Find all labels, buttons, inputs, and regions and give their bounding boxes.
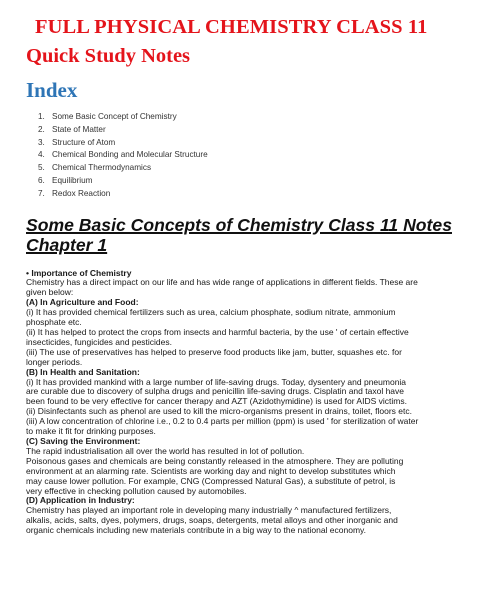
- body-text: (iii) A low concentration of chlorine i.e., 0.2 to 0.4 parts per million (ppm) is used ' for sterilization of water: [26, 416, 419, 427]
- body-text: Poisonous gases and chemicals are being constantly released in the atmosphere. They are polluting: [26, 455, 404, 466]
- index-item[interactable]: [38, 111, 486, 124]
- document-title: FULL PHYSICAL CHEMISTRY CLASS 11: [35, 16, 428, 38]
- body-text: phosphate etc.: [26, 317, 82, 328]
- index-item-number: 2.: [38, 124, 45, 134]
- index-item[interactable]: [38, 137, 486, 150]
- body-text: environment at an alarming rate. Scientists are working day and night to develop substitutes which: [26, 465, 396, 476]
- index-item[interactable]: [38, 124, 486, 137]
- section-a-heading: (A) In Agriculture and Food:: [26, 297, 139, 308]
- body-text: alkalis, acids, salts, dyes, polymers, drugs, soaps, detergents, metal alloys and other inorganic and: [26, 515, 398, 526]
- section-c-heading: (C) Saving the Environment:: [26, 435, 141, 446]
- index-item-label: Redox Reaction: [52, 188, 111, 198]
- chapter-heading-line2: Chapter 1: [26, 234, 108, 255]
- body-text: been found to be very effective for cancer therapy and AZT (Azidothymidine) is used for AIDS victims.: [26, 396, 407, 407]
- body-text: (ii) It has helped to protect the crops from insects and harmful bacteria, by the use ' of certain effective: [26, 327, 409, 338]
- body-text: Chemistry has played an important role in developing many industrially ^ manufactured fertilizers,: [26, 505, 392, 516]
- index-item-number: 7.: [38, 188, 45, 198]
- body-text: to make it fit for drinking purposes.: [26, 426, 156, 437]
- index-item-label: Equilibrium: [52, 175, 93, 185]
- body-text: organic chemicals including new materials contribute in a big way to the national economy.: [26, 525, 367, 536]
- index-item[interactable]: [38, 149, 486, 162]
- index-heading: Index: [26, 78, 78, 102]
- index-item-number: 6.: [38, 175, 45, 185]
- body-text: (ii) Disinfectants such as phenol are used to kill the micro-organisms present in drains, toilet, floors etc.: [26, 406, 412, 417]
- document-subtitle: Quick Study Notes: [26, 45, 191, 67]
- index-item-label: Chemical Thermodynamics: [52, 163, 152, 173]
- index-item-label: Structure of Atom: [52, 137, 116, 147]
- section-d-heading: (D) Application in Industry:: [26, 495, 135, 506]
- index-item[interactable]: [38, 188, 486, 201]
- body-text: given below:: [26, 287, 74, 298]
- section-b-heading: (B) In Health and Sanitation:: [26, 366, 140, 377]
- body-text: may cause lower pollution. For example, CNG (Compressed Natural Gas), a substitute of petrol, is: [26, 475, 396, 486]
- index-item-number: 4.: [38, 150, 45, 160]
- body-text: very effective in checking pollution caused by automobiles.: [26, 485, 247, 496]
- index-item-number: 3.: [38, 137, 45, 147]
- body-text: insecticides, fungicides and pesticides.: [26, 336, 172, 347]
- index-item-label: Some Basic Concept of Chemistry: [52, 112, 177, 121]
- body-text: (i) It has provided chemical fertilizers such as urea, calcium phosphate, sodium nitrate, ammonium: [26, 307, 396, 318]
- body-text: (i) It has provided mankind with a large number of life-saving drugs. Today, dysentery and pneumonia: [26, 376, 407, 387]
- index-item-number: 1.: [38, 112, 45, 121]
- chapter-body: [26, 269, 486, 536]
- chapter-heading-line1: Some Basic Concepts of Chemistry Class 11 Notes: [26, 214, 452, 235]
- importance-heading: • Importance of Chemistry: [26, 267, 132, 278]
- index-item[interactable]: [38, 175, 486, 188]
- index-list: [38, 111, 486, 201]
- index-item-number: 5.: [38, 163, 45, 173]
- body-text: (iii) The use of preservatives has helped to preserve food products like jam, butter, squashes etc. for: [26, 346, 402, 357]
- chapter-heading: [26, 215, 486, 255]
- body-text: longer periods.: [26, 356, 83, 367]
- body-text: The rapid industrialisation all over the world has resulted in lot of pollution.: [26, 445, 305, 456]
- body-text: are curable due to discovery of sulpha drugs and penicillin life-saving drugs. Cisplatin and taxol have: [26, 386, 404, 397]
- index-item[interactable]: [38, 162, 486, 175]
- index-item-label: State of Matter: [52, 124, 106, 134]
- index-item-label: Chemical Bonding and Molecular Structure: [52, 150, 208, 160]
- body-text: Chemistry has a direct impact on our life and has wide range of applications in different fields. These are: [26, 277, 418, 288]
